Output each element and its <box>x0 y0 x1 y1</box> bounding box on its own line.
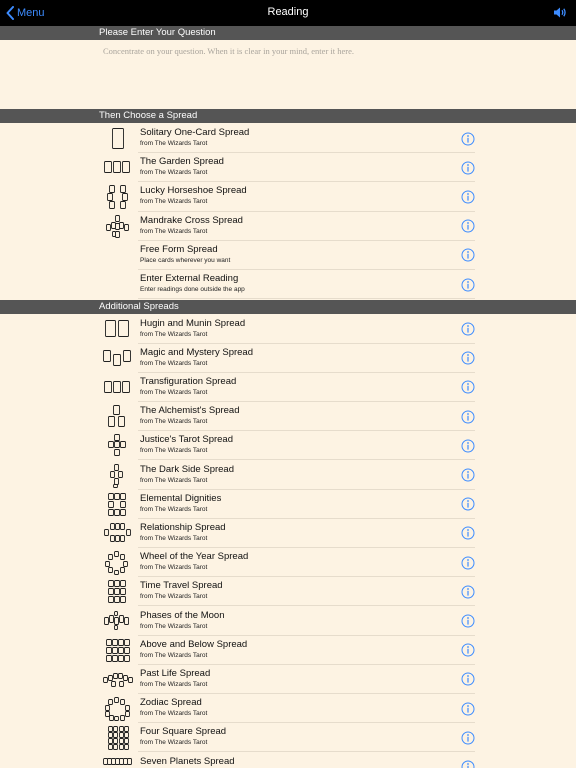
card-outline <box>113 231 116 236</box>
spread-subtitle: from The Wizards Tarot <box>140 140 208 147</box>
spread-title: Seven Planets Spread <box>140 755 235 767</box>
spread-row[interactable] <box>0 694 576 723</box>
card-outline <box>116 215 120 221</box>
spread-title: Wheel of the Year Spread <box>140 551 249 563</box>
spread-row[interactable] <box>0 344 576 373</box>
spread-title: Zodiac Spread <box>140 697 202 709</box>
spread-subtitle: from The Wizards Tarot <box>140 169 208 177</box>
card-outline <box>110 186 115 193</box>
info-icon[interactable] <box>461 497 475 511</box>
card-outline <box>121 501 126 507</box>
spread-title: The Dark Side Spread <box>140 463 234 475</box>
card-outline <box>119 673 123 678</box>
card-outline <box>125 745 129 750</box>
spread-title: Relationship Spread <box>140 521 226 533</box>
no-spread-icon <box>100 243 134 268</box>
card-outline <box>121 202 126 209</box>
spread-title: Magic and Mystery Spread <box>140 346 253 358</box>
card-outline <box>107 224 111 230</box>
card-outline <box>115 597 120 603</box>
spread-title: The Garden Spread <box>140 156 224 168</box>
question-section-header: Please Enter Your Question <box>0 26 576 40</box>
cross-spread-icon <box>100 214 134 239</box>
no-spread-icon <box>100 272 134 297</box>
three-cards-spread-icon <box>100 155 134 180</box>
card-outline <box>119 655 124 661</box>
back-button-label: Menu <box>17 7 45 19</box>
card-outline <box>120 681 124 686</box>
card-outline <box>109 700 113 705</box>
spread-title: Elemental Dignities <box>140 492 222 504</box>
card-outline <box>113 639 118 645</box>
card-outline <box>125 617 129 624</box>
card-outline <box>116 223 120 229</box>
info-icon[interactable] <box>461 439 475 453</box>
card-outline <box>119 471 123 477</box>
card-outline <box>119 320 129 336</box>
card-outline <box>115 611 118 615</box>
card-outline <box>109 675 113 680</box>
card-outline <box>113 129 124 149</box>
card-outline <box>121 523 125 529</box>
card-outline <box>115 625 118 629</box>
card-outline <box>120 615 124 622</box>
card-outline <box>123 194 128 201</box>
card-outline <box>125 733 129 738</box>
card-outline <box>120 733 124 738</box>
card-outline <box>109 417 115 427</box>
moon-phases-spread-icon <box>100 609 134 634</box>
info-icon[interactable] <box>461 526 475 540</box>
card-outline <box>125 655 130 661</box>
card-outline <box>106 712 110 717</box>
card-outline <box>115 552 119 557</box>
spread-title: Justice's Tarot Spread <box>140 434 233 446</box>
card-outline <box>115 478 119 484</box>
card-outline <box>115 464 119 470</box>
card-outline <box>109 739 113 744</box>
card-outline <box>115 493 120 499</box>
info-icon[interactable] <box>461 614 475 628</box>
spread-subtitle: from The Wizards Tarot <box>140 198 208 206</box>
grid-spread-icon <box>100 579 134 604</box>
spread-title: Hugin and Munin Spread <box>140 317 246 329</box>
wheel-spread-icon <box>100 550 134 575</box>
card-outline <box>110 615 114 622</box>
card-outline <box>124 350 131 361</box>
card-outline <box>108 194 113 201</box>
card-outline <box>109 568 113 573</box>
card-outline <box>109 597 114 603</box>
card-outline <box>120 222 124 228</box>
relationship-spread-icon <box>100 521 134 546</box>
question-area <box>0 42 576 108</box>
spread-title: Lucky Horseshoe Spread <box>140 185 247 197</box>
card-outline <box>112 681 116 686</box>
card-outline <box>111 535 115 541</box>
question-input[interactable] <box>103 46 563 102</box>
info-icon[interactable] <box>461 585 475 599</box>
card-outline <box>127 529 131 535</box>
card-outline <box>109 733 113 738</box>
card-outline <box>125 739 129 744</box>
spread-subtitle: from The Wizards Tarot <box>140 564 208 572</box>
card-outline <box>107 655 112 661</box>
card-outline <box>104 350 111 361</box>
above-below-spread-icon <box>100 638 134 663</box>
spread-row[interactable] <box>0 607 576 636</box>
card-outline <box>104 758 108 764</box>
spread-subtitle: from The Wizards Tarot <box>140 593 208 601</box>
card-outline <box>124 562 128 567</box>
navigation-bar <box>0 0 576 26</box>
card-outline <box>124 675 128 680</box>
card-outline <box>116 535 120 541</box>
card-outline <box>120 727 124 732</box>
past-life-spread-icon <box>100 667 134 692</box>
card-outline <box>128 758 132 764</box>
spread-row[interactable] <box>0 723 576 752</box>
spread-row[interactable] <box>0 636 576 665</box>
info-icon[interactable] <box>461 556 475 570</box>
spread-title: Free Form Spread <box>140 243 218 255</box>
card-outline <box>109 442 114 448</box>
spread-title: Enter External Reading <box>140 273 239 284</box>
card-outline <box>107 639 112 645</box>
card-outline <box>105 381 112 392</box>
spread-row[interactable] <box>0 182 576 211</box>
info-icon[interactable] <box>461 672 475 686</box>
spread-row[interactable] <box>0 665 576 694</box>
card-outline <box>121 535 125 541</box>
info-icon[interactable] <box>461 248 475 262</box>
card-outline <box>109 493 114 499</box>
info-icon[interactable] <box>461 161 475 175</box>
card-outline <box>110 716 114 721</box>
card-outline <box>115 442 120 448</box>
card-outline <box>115 698 119 703</box>
card-outline <box>114 406 120 415</box>
spread-title: Phases of the Moon <box>140 609 225 621</box>
card-outline <box>106 562 110 567</box>
spread-subtitle: from The Wizards Tarot <box>140 359 208 367</box>
card-outline <box>115 589 120 595</box>
card-outline <box>114 354 121 365</box>
card-outline <box>121 186 126 193</box>
speaker-icon <box>553 6 567 19</box>
card-outline <box>112 758 116 764</box>
spread-subtitle: from The Wizards Tarot <box>140 534 208 542</box>
spread-subtitle: from The Wizards Tarot <box>140 447 208 455</box>
spread-subtitle: from The Wizards Tarot <box>140 680 208 688</box>
card-outline <box>111 471 115 477</box>
card-outline <box>120 758 124 764</box>
spread-row[interactable] <box>0 153 576 182</box>
card-outline <box>114 381 121 392</box>
additional-section-header: Additional Spreads <box>0 300 576 314</box>
info-icon[interactable] <box>461 278 475 292</box>
card-outline <box>120 739 124 744</box>
spread-subtitle: from The Wizards Tarot <box>140 651 208 659</box>
card-outline <box>121 442 126 448</box>
spread-title: Time Travel Spread <box>140 580 223 592</box>
spread-title: Four Square Spread <box>140 726 227 738</box>
info-icon[interactable] <box>461 351 475 365</box>
card-outline <box>116 758 120 764</box>
spread-row[interactable] <box>0 241 576 270</box>
card-outline <box>116 523 120 529</box>
spread-title: Solitary One-Card Spread <box>140 127 250 138</box>
card-outline <box>123 162 130 173</box>
card-outline <box>121 589 126 595</box>
card-outline <box>105 617 109 624</box>
spread-subtitle: from The Wizards Tarot <box>140 739 208 747</box>
card-outline <box>114 745 118 750</box>
card-outline <box>107 647 112 653</box>
spread-section-header: Then Choose a Spread <box>0 109 576 123</box>
card-outline <box>121 700 125 705</box>
card-outline <box>114 162 121 173</box>
spread-row[interactable] <box>0 519 576 548</box>
spread-subtitle: from The Wizards Tarot <box>140 227 208 235</box>
info-icon[interactable] <box>461 219 475 233</box>
card-outline <box>121 597 126 603</box>
card-outline <box>109 589 114 595</box>
card-outline <box>115 435 120 441</box>
justice-spread-icon <box>100 433 134 458</box>
card-outline <box>111 523 115 529</box>
card-outline <box>115 581 120 587</box>
card-outline <box>121 493 126 499</box>
info-icon[interactable] <box>461 190 475 204</box>
card-outline <box>109 581 114 587</box>
card-outline <box>125 224 129 230</box>
dark-side-spread-icon <box>100 463 134 488</box>
card-outline <box>115 717 119 721</box>
elemental-spread-icon <box>100 492 134 517</box>
card-outline <box>109 727 113 732</box>
card-outline <box>113 655 118 661</box>
info-icon[interactable] <box>461 643 475 657</box>
spread-subtitle: from The Wizards Tarot <box>140 418 208 426</box>
card-outline <box>126 712 130 717</box>
card-outline <box>110 202 115 209</box>
spread-row[interactable] <box>0 212 576 241</box>
card-outline <box>106 706 110 711</box>
spread-title: Mandrake Cross Spread <box>140 214 243 226</box>
spread-subtitle: Place cards wherever you want <box>140 256 231 264</box>
card-outline <box>113 647 118 653</box>
spread-row[interactable] <box>0 577 576 606</box>
spread-subtitle: from The Wizards Tarot <box>140 388 208 396</box>
card-outline <box>109 555 113 560</box>
spread-title: Transfiguration Spread <box>140 375 237 387</box>
info-icon[interactable] <box>461 132 475 146</box>
spread-subtitle: from The Wizards Tarot <box>140 330 208 338</box>
horseshoe-spread-icon <box>100 184 134 209</box>
card-outline <box>114 673 118 678</box>
card-outline <box>120 745 124 750</box>
card-outline <box>109 501 114 507</box>
spread-subtitle: Enter readings done outside the app <box>140 286 245 293</box>
spread-row[interactable] <box>0 402 576 431</box>
card-outline <box>105 162 112 173</box>
spread-subtitle: from The Wizards Tarot <box>140 622 208 630</box>
spread-row[interactable] <box>0 431 576 460</box>
card-outline <box>121 581 126 587</box>
card-outline <box>129 677 133 682</box>
sound-button[interactable] <box>553 6 567 24</box>
spread-title: Above and Below Spread <box>140 638 248 650</box>
card-outline <box>125 727 129 732</box>
pyramid-spread-icon <box>100 404 134 429</box>
card-outline <box>119 639 124 645</box>
card-outline <box>115 450 120 456</box>
spread-title: Past Life Spread <box>140 667 211 679</box>
spread-row[interactable] <box>0 490 576 519</box>
spread-row[interactable] <box>0 124 576 153</box>
spread-subtitle: from The Wizards Tarot <box>140 710 208 718</box>
card-outline <box>104 677 108 682</box>
info-icon[interactable] <box>461 702 475 716</box>
spread-subtitle: from The Wizards Tarot <box>140 505 208 513</box>
card-outline <box>115 509 120 515</box>
info-icon[interactable] <box>461 410 475 424</box>
info-icon[interactable] <box>461 468 475 482</box>
two-cards-spread-icon <box>100 317 134 342</box>
card-outline <box>114 733 118 738</box>
card-outline <box>121 555 125 560</box>
spread-row[interactable] <box>0 461 576 490</box>
spread-row[interactable] <box>0 373 576 402</box>
seven-planets-spread-icon <box>100 755 134 768</box>
card-outline <box>114 739 118 744</box>
info-icon[interactable] <box>461 760 475 768</box>
three-cards-spread-icon <box>100 375 134 400</box>
card-outline <box>108 758 112 764</box>
card-outline <box>121 509 126 515</box>
card-outline <box>114 484 118 487</box>
page-title: Reading <box>267 6 309 18</box>
spread-subtitle: from The Wizards Tarot <box>140 476 208 484</box>
card-outline <box>105 529 109 535</box>
card-outline <box>116 231 120 237</box>
card-outline <box>115 617 119 624</box>
card-outline <box>126 706 130 711</box>
card-outline <box>109 745 113 750</box>
card-outline <box>125 647 130 653</box>
spread-title: The Alchemist's Spread <box>140 405 240 417</box>
card-outline <box>115 571 119 575</box>
spread-row[interactable] <box>0 315 576 344</box>
card-outline <box>121 568 125 573</box>
card-outline <box>114 727 118 732</box>
card-outline <box>125 639 130 645</box>
card-outline <box>109 509 114 515</box>
spread-row[interactable] <box>0 753 576 768</box>
card-outline <box>119 417 125 427</box>
card-outline <box>121 716 125 721</box>
card-outline <box>123 381 130 392</box>
one-card-spread-icon <box>100 126 134 151</box>
card-outline <box>119 647 124 653</box>
info-icon[interactable] <box>461 380 475 394</box>
spread-row[interactable] <box>0 270 576 299</box>
card-outline <box>124 758 128 764</box>
info-icon[interactable] <box>461 322 475 336</box>
zodiac-spread-icon <box>100 696 134 721</box>
four-square-spread-icon <box>100 725 134 750</box>
spread-row[interactable] <box>0 548 576 577</box>
card-outline <box>106 320 116 336</box>
card-outline <box>112 222 116 228</box>
magic-mystery-spread-icon <box>100 346 134 371</box>
info-icon[interactable] <box>461 731 475 745</box>
